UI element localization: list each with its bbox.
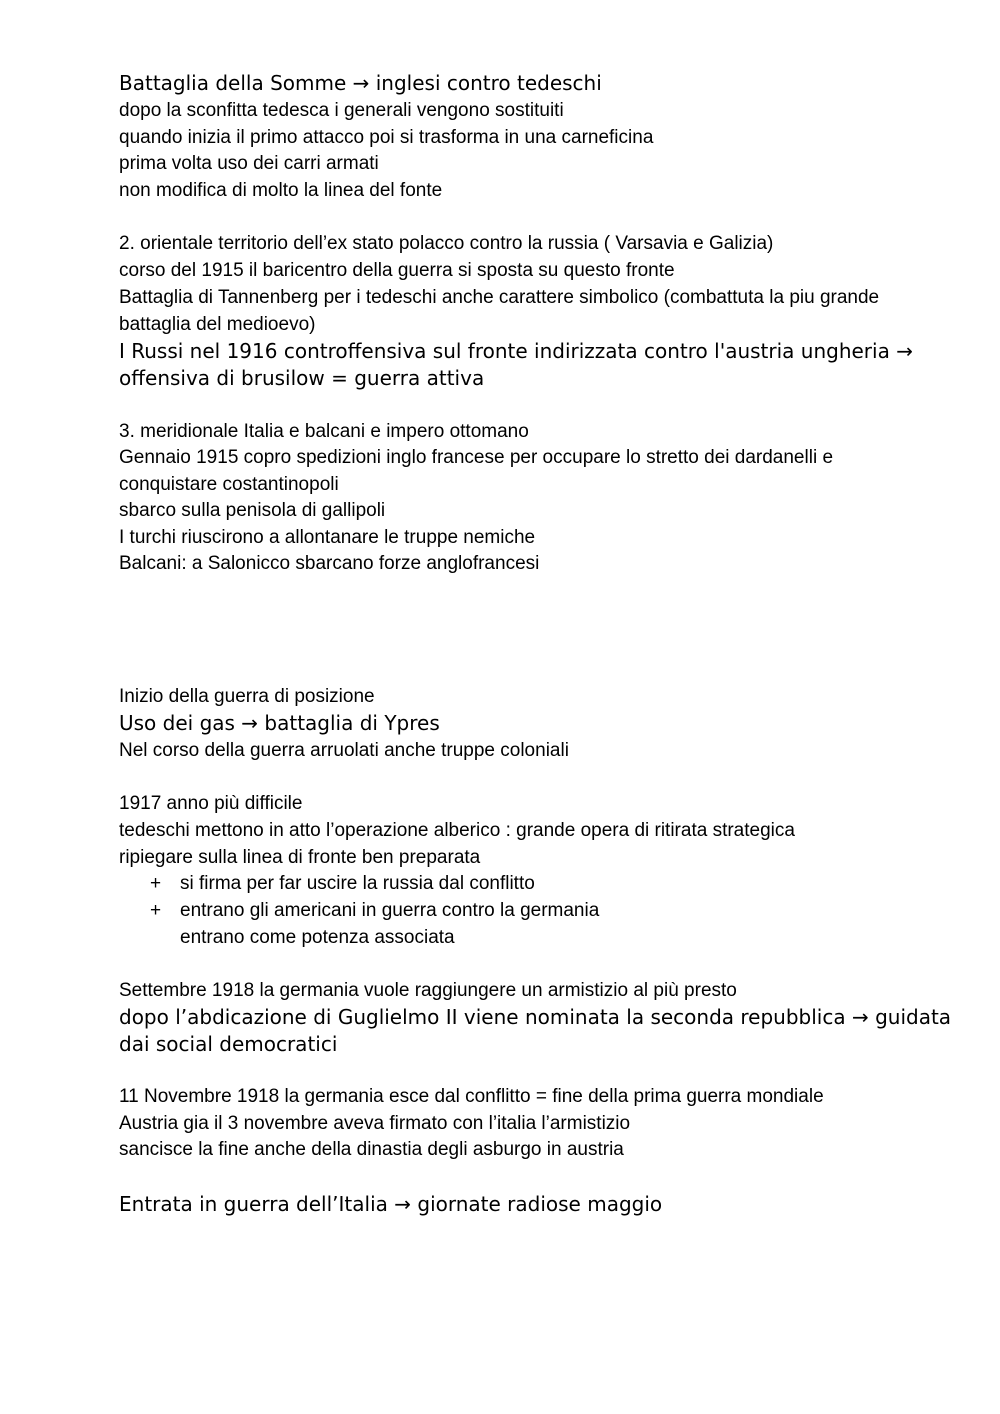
text-line: corso del 1915 il baricentro della guerra si sposta su questo fronte (119, 260, 675, 281)
text-line: Battaglia di Tannenberg per i tedeschi anche carattere simbolico (combattuta la piu grande (119, 287, 880, 308)
text-line: Battaglia della Somme → inglesi contro tedeschi (119, 71, 602, 95)
text-line: tedeschi mettono in atto l’operazione alberico : grande opera di ritirata strategica (119, 820, 795, 841)
text-line: 3. meridionale Italia e balcani e impero ottomano (119, 421, 529, 442)
list-item: entrano gli americani in guerra contro la germania (180, 900, 600, 921)
text-line: 1917 anno più difficile (119, 793, 303, 814)
bullet-marker: + (150, 900, 162, 921)
text-line: I Russi nel 1916 controffensiva sul fronte indirizzata contro l'austria ungheria → (119, 339, 913, 363)
text-line: Settembre 1918 la germania vuole raggiungere un armistizio al più presto (119, 980, 737, 1001)
text-line: offensiva di brusilow = guerra attiva (119, 366, 485, 390)
text-line: dai social democratici (119, 1032, 338, 1056)
text-line: dopo la sconfitta tedesca i generali vengono sostituiti (119, 100, 564, 121)
bullet-marker: + (150, 873, 162, 894)
text-line: non modifica di molto la linea del fonte (119, 180, 443, 201)
text-line: Nel corso della guerra arruolati anche truppe coloniali (119, 740, 569, 761)
text-line: ripiegare sulla linea di fronte ben preparata (119, 847, 481, 868)
text-line: conquistare costantinopoli (119, 474, 339, 495)
text-line: battaglia del medioevo) (119, 314, 316, 335)
list-item-continuation: entrano come potenza associata (180, 927, 455, 948)
text-line: Entrata in guerra dell’Italia → giornate radiose maggio (119, 1192, 663, 1216)
text-line: Inizio della guerra di posizione (119, 686, 375, 707)
text-line: dopo l’abdicazione di Guglielmo II viene nominata la seconda repubblica → guidata (119, 1005, 952, 1029)
text-line: Gennaio 1915 copro spedizioni inglo francese per occupare lo stretto dei dardanelli e (119, 447, 834, 468)
text-line: prima volta uso dei carri armati (119, 153, 379, 174)
text-line: 11 Novembre 1918 la germania esce dal conflitto = fine della prima guerra mondiale (119, 1086, 824, 1107)
list-item: si firma per far uscire la russia dal conflitto (180, 873, 535, 894)
text-line: Balcani: a Salonicco sbarcano forze anglofrancesi (119, 553, 540, 574)
text-line: sancisce la fine anche della dinastia degli asburgo in austria (119, 1139, 624, 1160)
text-line: Austria gia il 3 novembre aveva firmato con l’italia l’armistizio (119, 1113, 631, 1134)
text-line: I turchi riuscirono a allontanare le truppe nemiche (119, 527, 536, 548)
text-line: sbarco sulla penisola di gallipoli (119, 500, 386, 521)
text-line: 2. orientale territorio dell’ex stato polacco contro la russia ( Varsavia e Galizia) (119, 233, 774, 254)
text-line: Uso dei gas → battaglia di Ypres (119, 711, 440, 735)
text-line: quando inizia il primo attacco poi si trasforma in una carneficina (119, 127, 654, 148)
